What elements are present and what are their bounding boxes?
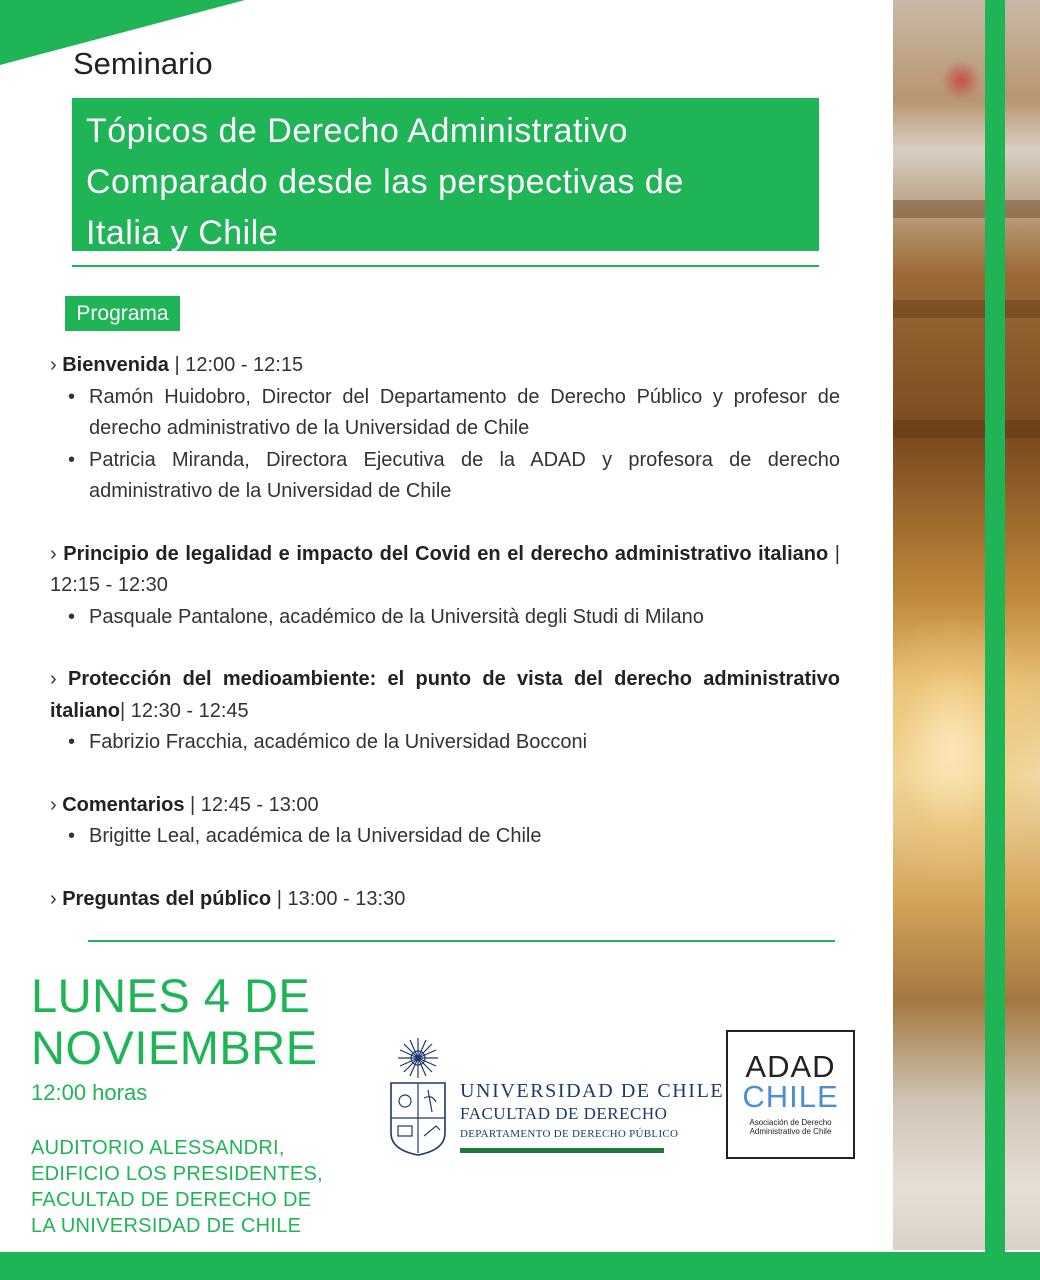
adad-logo xyxy=(726,1030,855,1159)
speaker: • Brigitte Leal, académica de la Universidad de Chile xyxy=(50,821,840,853)
adad-caption-line: Administrativo de Chile xyxy=(749,1127,832,1136)
venue-line: EDIFICIO LOS PRESIDENTES, xyxy=(31,1163,324,1185)
agenda-item: › Preguntas del público | 13:00 - 13:30 xyxy=(50,887,406,910)
speaker: • Pasquale Pantalone, académico de la Università degli Studi di Milano xyxy=(50,602,840,634)
event-venue xyxy=(31,1135,323,1239)
agenda-time: | 12:00 - 12:15 xyxy=(168,354,304,376)
uchile-line3: DEPARTAMENTO DE DERECHO PÚBLICO xyxy=(460,1128,679,1140)
agenda-item: › Comentarios | 12:45 - 13:00 • Brigitte Leal, académica de la Universidad de Chile xyxy=(50,790,840,853)
speaker: • Ramón Huidobro, Director del Departamento de Derecho Público y profesor de derecho administrativo de la Universidad de Chile xyxy=(50,382,840,445)
green-vertical-strip xyxy=(985,0,1005,1280)
date-line: LUNES 4 DE xyxy=(31,969,311,1022)
agenda-item: › Principio de legalidad e impacto del Covid en el derecho administrativo italiano | 12:15 - 12:30 • Pasquale Pantalone, académico de la Università degli Studi di Milano xyxy=(50,539,840,634)
agenda-title: Bienvenida xyxy=(62,354,169,376)
agenda-time: | 12:30 - 12:45 xyxy=(120,699,249,722)
divider-top xyxy=(72,265,819,267)
title-line: Tópicos de Derecho Administrativo xyxy=(86,112,628,150)
adad-caption xyxy=(728,1118,853,1136)
event-hour: 12:00 horas xyxy=(31,1080,148,1105)
agenda-time: | 13:00 - 13:30 xyxy=(271,887,406,910)
uchile-underline xyxy=(460,1148,664,1153)
title-box xyxy=(72,98,819,251)
kicker-seminario: Seminario xyxy=(73,46,213,81)
venue-line: LA UNIVERSIDAD DE CHILE xyxy=(31,1215,302,1237)
venue-line: FACULTAD DE DERECHO DE xyxy=(31,1189,312,1211)
agenda xyxy=(50,350,840,915)
agenda-item: › Protección del medioambiente: el punto de vista del derecho administrativo italiano| 12:30 - 12:45 • Fabrizio Fracchia, académico de la Universidad Bocconi xyxy=(50,664,840,759)
event-date xyxy=(31,970,318,1074)
agenda-title: Principio de legalidad e impacto del Covid en el derecho administrativo italiano xyxy=(63,542,829,565)
agenda-time: | 12:15 - 12:30 xyxy=(50,542,840,596)
agenda-item: › Bienvenida | 12:00 - 12:15 • Ramón Huidobro, Director del Departamento de Derecho Público y profesor de derecho administrativo de la Universidad de Chile • Patricia Miranda, Directora Ejecutiva de la ADAD y profesora de derecho administrativo de la Universidad de Chile xyxy=(50,350,840,508)
speaker: • Patricia Miranda, Directora Ejecutiva de la ADAD y profesora de derecho administrativo de la Universidad de Chile xyxy=(50,445,840,508)
agenda-time: | 12:45 - 13:00 xyxy=(184,793,319,816)
venue-line: AUDITORIO ALESSANDRI, xyxy=(31,1137,285,1159)
side-photo-auditorium xyxy=(893,0,1040,1250)
divider-bottom xyxy=(88,940,835,942)
green-bottom-bar xyxy=(0,1252,1040,1280)
title-line: Comparado desde las perspectivas de xyxy=(86,163,684,201)
adad-caption-line: Asociación de Derecho xyxy=(749,1118,832,1127)
adad-line2: CHILE xyxy=(742,1079,839,1114)
program-label: Programa xyxy=(65,296,180,331)
agenda-title: Preguntas del público xyxy=(62,887,272,910)
speaker: • Fabrizio Fracchia, académico de la Universidad Bocconi xyxy=(50,727,840,759)
title-line: Italia y Chile xyxy=(86,214,279,252)
agenda-title: Protección del medioambiente: el punto de vista del derecho administrativo italiano xyxy=(50,668,841,722)
adad-line1: ADAD xyxy=(745,1049,836,1084)
agenda-title: Comentarios xyxy=(62,793,185,816)
uchile-line1: UNIVERSIDAD DE CHILE xyxy=(460,1080,725,1102)
date-line: NOVIEMBRE xyxy=(31,1021,318,1074)
uchile-line2: FACULTAD DE DERECHO xyxy=(460,1104,668,1123)
uchile-logo xyxy=(460,1080,724,1140)
